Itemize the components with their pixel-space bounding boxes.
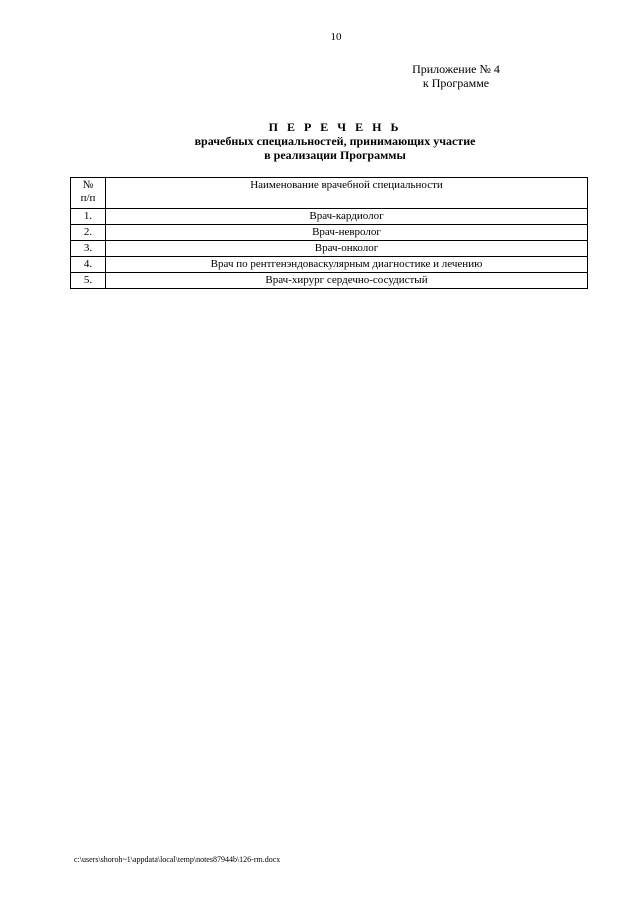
page-number: 10 (330, 31, 342, 43)
row-specialty: Врач по рентгенэндоваскулярным диагностике и лечению (106, 257, 588, 273)
row-number: 4. (71, 257, 106, 273)
header-number-line-1: № (82, 179, 94, 191)
row-specialty: Врач-кардиолог (106, 209, 588, 225)
title-line-2: в реализации Программы (264, 148, 406, 162)
row-specialty: Врач-хирург сердечно-сосудистый (106, 273, 588, 289)
document-title (140, 120, 530, 162)
appendix-line-2: к Программе (422, 76, 490, 90)
appendix-note (376, 62, 536, 90)
row-number: 3. (71, 241, 106, 257)
table-row (71, 273, 588, 289)
header-number (71, 178, 106, 209)
specialties-table (70, 177, 588, 289)
title-heading: П Е Р Е Ч Е Н Ь (268, 120, 402, 134)
file-path-footer: c:\users\shoroh~1\appdata\local\temp\notes87944b\126-rm.docx (74, 855, 281, 864)
table-row (71, 209, 588, 225)
row-specialty: Врач-невролог (106, 225, 588, 241)
table-row (71, 225, 588, 241)
title-line-1: врачебных специальностей, принимающих участие (194, 134, 476, 148)
row-specialty: Врач-онколог (106, 241, 588, 257)
table-row (71, 257, 588, 273)
header-specialty-name: Наименование врачебной специальности (106, 178, 588, 209)
table-header-row (71, 178, 588, 209)
header-number-line-2: п/п (80, 192, 96, 204)
row-number: 1. (71, 209, 106, 225)
appendix-line-1: Приложение № 4 (412, 62, 500, 76)
row-number: 2. (71, 225, 106, 241)
table-row (71, 241, 588, 257)
row-number: 5. (71, 273, 106, 289)
